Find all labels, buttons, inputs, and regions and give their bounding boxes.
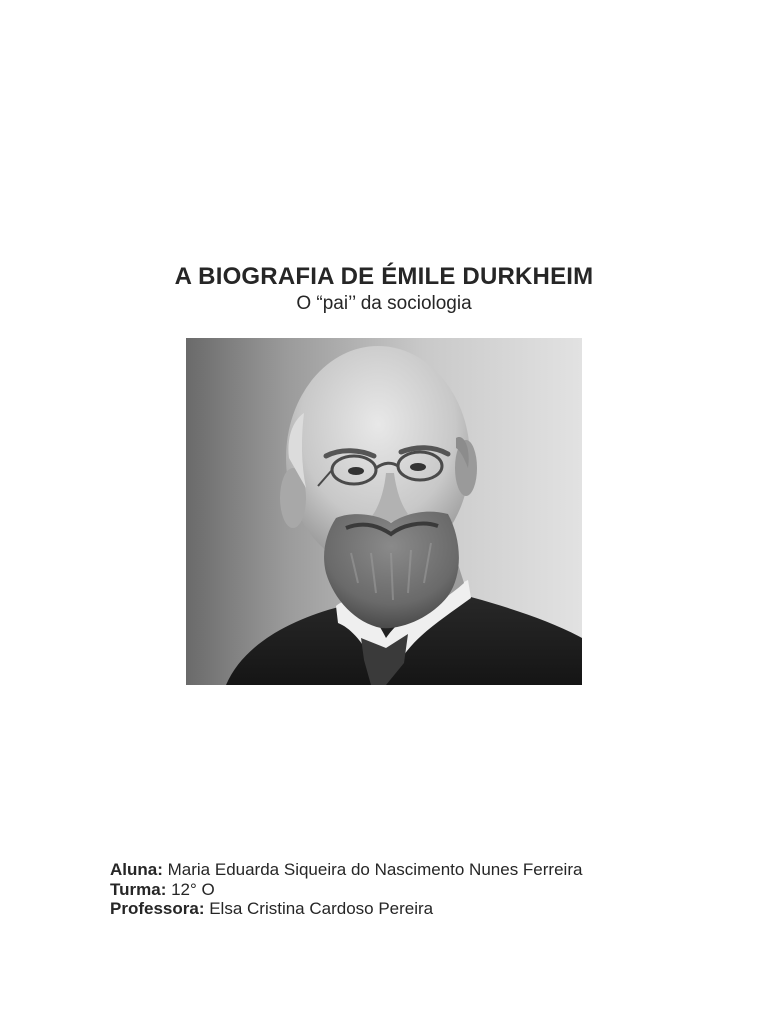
class-label: Turma:	[110, 879, 167, 899]
student-row	[110, 860, 582, 880]
student-name: Maria Eduarda Siqueira do Nascimento Nunes Ferreira	[167, 860, 583, 879]
teacher-name: Elsa Cristina Cardoso Pereira	[209, 899, 434, 918]
student-label: Aluna:	[110, 860, 163, 879]
teacher-label: Professora:	[110, 899, 205, 918]
class-value: 12° O	[171, 879, 215, 899]
document-subtitle: O “pai’’ da sociologia	[296, 293, 472, 314]
class-row	[110, 880, 582, 900]
teacher-row	[110, 899, 582, 919]
document-info	[110, 860, 582, 919]
portrait-photo	[186, 338, 582, 685]
document-title: A BIOGRAFIA DE ÉMILE DURKHEIM	[174, 263, 594, 290]
